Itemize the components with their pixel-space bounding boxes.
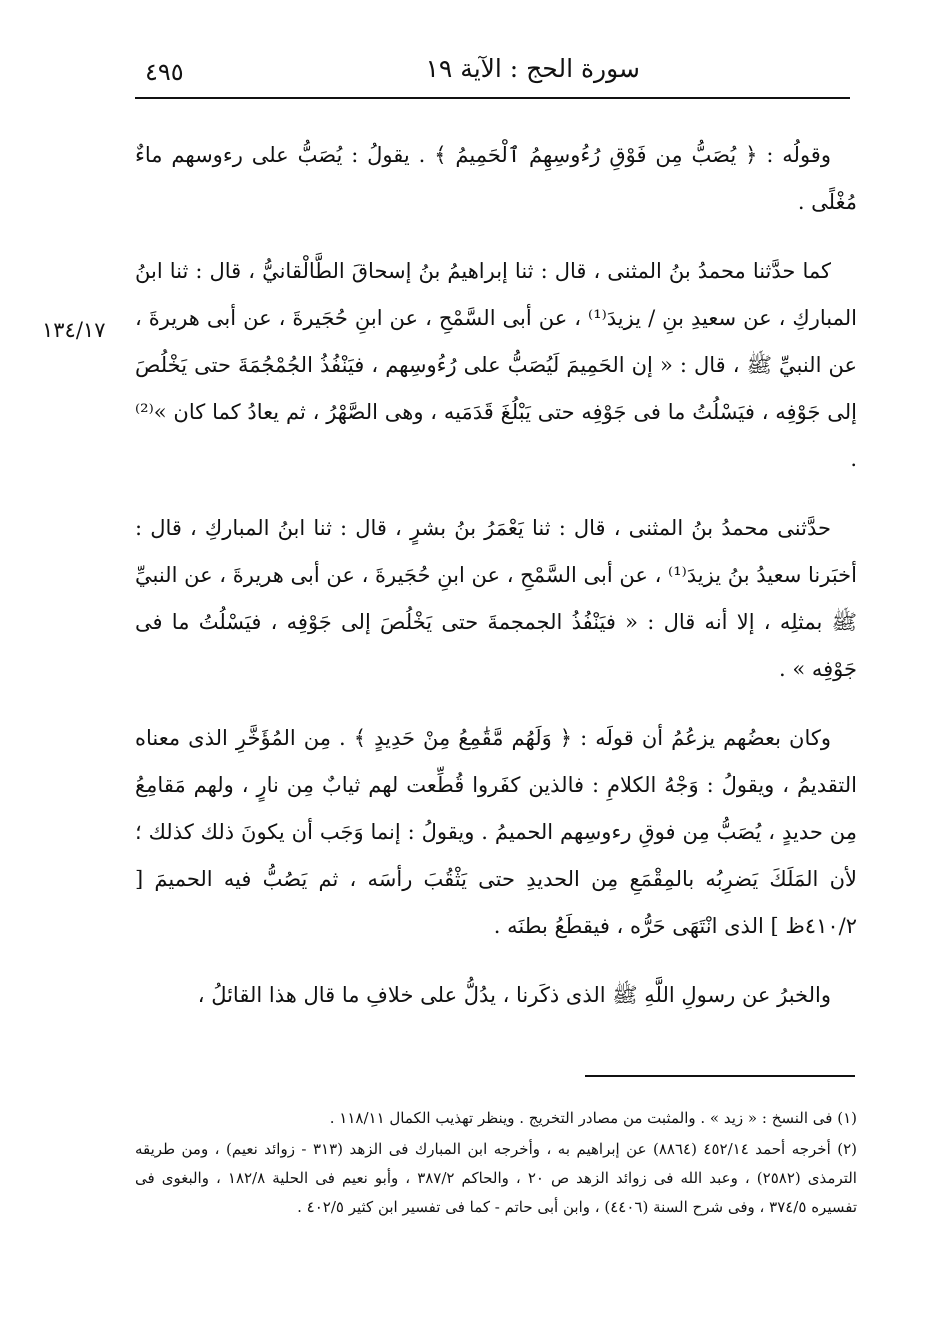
paragraph-interpretation: وكان بعضُهم يزعُمُ أن قولَه : ﴿ وَلَهُم مَّقَٰمِعُ مِنْ حَدِيدٍ ﴾ . مِن المُؤَخَّرِ الذى معناه التقديمُ ، ويقولُ : وَجْهُ الكلامِ : فالذين كفَروا قُطِّعت لهم ثيابٌ مِن نارٍ ، ولهم مَقامِعُ مِن حديدٍ ، يُصَبُّ مِن فوقِ رءوسِهم الحميمُ . ويقولُ : إنما وَجَب أن يكونَ ذلك كذلك ؛ لأن المَلَكَ يَضرِبُه بالمِقْمَعِ مِن الحديدِ حتى يَثْقُبَ رأسَه ، ثم يَصُبُّ فيه الحميمَ [ ٤١٠/٢ظ ] الذى انْتَهَى حَرُّه ، فيقطَعُ بطنَه . (135, 726, 857, 938)
paragraph-hadith-1: كما حدَّثنا محمدُ بنُ المثنى ، قال : ثنا إبراهيمُ بنُ إسحاقَ الطَّالْقانيُّ ، قال : ثنا ابنُ المباركِ ، عن سعيدِ بنِ / يزيدَ⁽¹⁾ ، عن أبى السَّمْحِ ، عن ابنِ حُجَيرةَ ، عن أبى هريرةَ ، عن النبيِّ ﷺ ، قال : « إن الحَمِيمَ لَيُصَبُّ على رُءُوسِهم ، فيَنْفُذُ الجُمْجُمَةَ حتى يَخْلُصَ إلى جَوْفِه ، فيَسْلُتُ ما فى جَوْفِه حتى يَبْلُغَ قَدَمَيه ، وهى الصَّهْرُ ، ثم يعادُ كما كان »⁽²⁾ . (135, 259, 857, 471)
page-header (135, 50, 850, 90)
main-text (135, 132, 857, 1041)
footnote-rule (585, 1075, 855, 1077)
paragraph-verse-commentary: وقولُه : ﴿ يُصَبُّ مِن فَوْقِ رُءُوسِهِمُ ٱلْحَمِيمُ ﴾ . يقولُ : يُصَبُّ على رءوسهم ماءٌ مُغْلًى . (135, 143, 857, 214)
running-title: سورة الحج : الآية ١٩ (425, 54, 640, 83)
footnote-2: (٢) أخرجه أحمد ٤٥٢/١٤ (٨٨٦٤) عن إبراهيم به ، وأخرجه ابن المبارك فى الزهد (٣١٣ - زوائد نعيم) ، ومن طريقه الترمذى (٢٥٨٢) ، وعبد الله فى زوائد الزهد ص ٢٠ ، والحاكم ٣٨٧/٢ ، وأبو نعيم فى الحلية ١٨٢/٨ ، والبغوى فى تفسيره ٣٧٤/٥ ، وفى شرح السنة (٤٤٠٦) ، وابن أبى حاتم - كما فى تفسير ابن كثير ٤٠٢/٥ . (135, 1140, 857, 1216)
footnotes (135, 1104, 857, 1224)
paragraph-conclusion: والخبرُ عن رسولِ اللَّهِ ﷺ الذى ذكَرنا ، يدُلُّ على خلافِ ما قال هذا القائلُ ، (197, 983, 831, 1007)
margin-reference: ١٣٤/١٧ (42, 318, 106, 342)
page-number: ٤٩٥ (145, 58, 184, 86)
header-rule (135, 97, 850, 99)
footnote-1: (١) فى النسخ : « زيد » . والمثبت من مصادر التخريج . وينظر تهذيب الكمال ١١٨/١١ . (329, 1109, 857, 1127)
paragraph-hadith-2: حدَّثنى محمدُ بنُ المثنى ، قال : ثنا يَعْمَرُ بنُ بشرٍ ، قال : ثنا ابنُ المباركِ ، قال : أخبَرنا سعيدُ بنُ يزيدَ⁽¹⁾ ، عن أبى السَّمْحِ ، عن ابنِ حُجَيرةَ ، عن أبى هريرةَ ، عن النبيِّ ﷺ بمثلِه ، إلا أنه قال : « فيَنْفُذُ الجمجمةَ حتى يَخْلُصَ إلى جَوْفِه ، فيَسْلُتُ ما فى جَوْفِه » . (135, 516, 858, 681)
